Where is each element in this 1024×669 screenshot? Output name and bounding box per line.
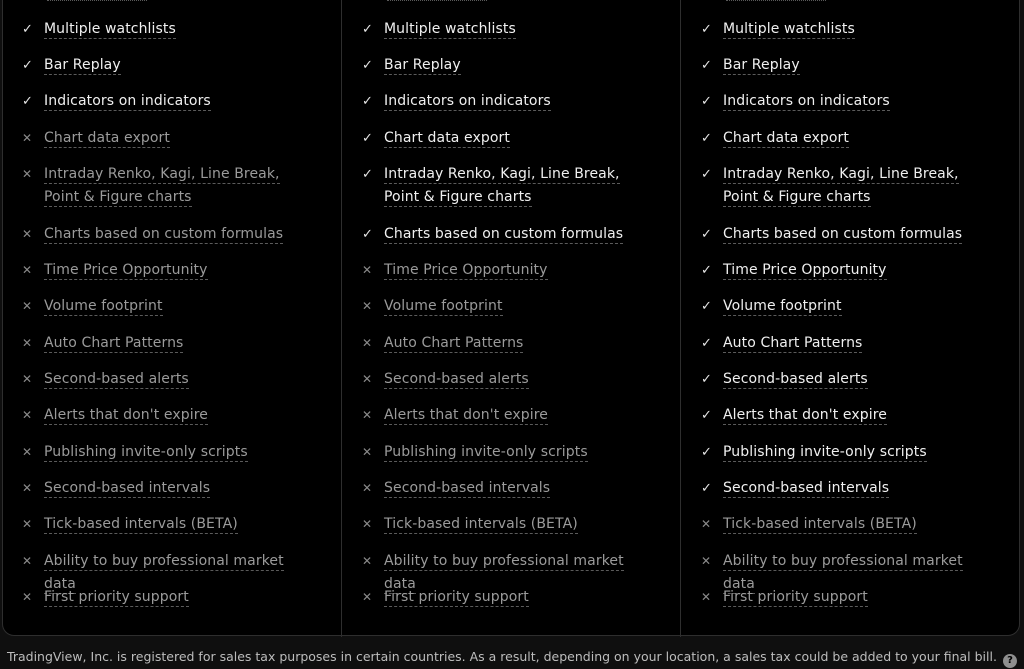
feature-label-text: First priority support	[384, 589, 529, 605]
feature-label[interactable]	[384, 259, 548, 282]
feature-label[interactable]	[384, 404, 548, 427]
feature-row	[22, 404, 208, 427]
feature-label-text: Ability to buy professional market data	[44, 553, 284, 592]
feature-label-text: Time Price Opportunity	[723, 262, 887, 278]
checkmark-icon: ✓	[701, 481, 712, 496]
feature-label[interactable]	[44, 586, 189, 609]
feature-label[interactable]	[723, 90, 890, 113]
checkmark-icon: ✓	[701, 22, 712, 37]
feature-label-text: Auto Chart Patterns	[723, 335, 863, 351]
feature-label-text: Volume footprint	[44, 298, 163, 314]
cross-icon: ✕	[362, 263, 373, 277]
cross-icon: ✕	[22, 554, 33, 568]
feature-row	[362, 586, 529, 609]
checkmark-icon: ✓	[701, 131, 712, 146]
feature-label[interactable]	[723, 477, 889, 500]
feature-label[interactable]	[723, 586, 868, 609]
feature-label-text: Intraday Renko, Kagi, Line Break, Point & Figure charts	[44, 166, 280, 205]
feature-label-text: Second-based intervals	[384, 480, 551, 496]
feature-row	[701, 223, 962, 246]
cross-icon: ✕	[362, 408, 373, 422]
checkmark-icon: ✓	[362, 131, 373, 146]
checkmark-icon: ✓	[362, 94, 373, 109]
cross-icon: ✕	[362, 517, 373, 531]
cross-icon: ✕	[22, 590, 33, 604]
feature-label-text: Auto Chart Patterns	[384, 335, 524, 351]
feature-label-text: Multiple watchlists	[723, 21, 855, 37]
feature-label-text: Ability to buy professional market data	[723, 553, 963, 592]
cross-icon: ✕	[22, 445, 33, 459]
feature-label-text: Second-based alerts	[384, 371, 529, 387]
feature-label[interactable]	[723, 404, 887, 427]
feature-row	[362, 332, 523, 355]
feature-label-text: Publishing invite-only scripts	[723, 444, 927, 460]
feature-label[interactable]	[384, 513, 578, 536]
feature-label[interactable]	[44, 163, 312, 209]
feature-row	[22, 54, 121, 77]
checkmark-icon: ✓	[701, 167, 712, 182]
feature-row	[22, 127, 170, 150]
feature-row	[22, 259, 208, 282]
feature-row	[362, 368, 529, 391]
feature-label-text: Second-based alerts	[723, 371, 868, 387]
feature-row	[22, 332, 183, 355]
feature-label[interactable]	[723, 18, 855, 41]
feature-label-text: Publishing invite-only scripts	[44, 444, 248, 460]
feature-label[interactable]	[44, 259, 208, 282]
feature-label[interactable]	[384, 223, 623, 246]
feature-row	[701, 368, 868, 391]
feature-label-text: Second-based alerts	[44, 371, 189, 387]
partial-row-underline	[387, 0, 487, 2]
cross-icon: ✕	[22, 481, 33, 495]
cross-icon: ✕	[22, 167, 33, 181]
feature-label[interactable]	[723, 163, 991, 209]
checkmark-icon: ✓	[701, 408, 712, 423]
checkmark-icon: ✓	[701, 445, 712, 460]
checkmark-icon: ✓	[701, 94, 712, 109]
feature-row	[362, 477, 550, 500]
feature-row	[22, 295, 163, 318]
checkmark-icon: ✓	[22, 94, 33, 109]
cross-icon: ✕	[22, 263, 33, 277]
feature-label-text: Charts based on custom formulas	[384, 226, 624, 242]
feature-label[interactable]	[384, 18, 516, 41]
checkmark-icon: ✓	[362, 167, 373, 182]
feature-label[interactable]	[44, 513, 238, 536]
feature-label-text: Bar Replay	[723, 57, 800, 73]
feature-label[interactable]	[384, 368, 529, 391]
cross-icon: ✕	[701, 517, 712, 531]
feature-label-text: Chart data export	[384, 130, 510, 146]
feature-row	[701, 90, 890, 113]
checkmark-icon: ✓	[362, 22, 373, 37]
feature-row	[701, 18, 855, 41]
checkmark-icon: ✓	[701, 299, 712, 314]
feature-row	[701, 404, 887, 427]
feature-label-text: Publishing invite-only scripts	[384, 444, 588, 460]
sales-tax-note	[0, 645, 1024, 669]
feature-label[interactable]	[384, 163, 652, 209]
feature-row	[701, 163, 991, 209]
feature-label-text: Second-based intervals	[44, 480, 211, 496]
feature-label[interactable]	[723, 368, 868, 391]
feature-row	[362, 513, 578, 536]
feature-label[interactable]	[384, 90, 551, 113]
feature-label-text: Indicators on indicators	[723, 93, 890, 109]
feature-label[interactable]	[723, 513, 917, 536]
feature-label-text: Second-based intervals	[723, 480, 890, 496]
feature-label-text: Auto Chart Patterns	[44, 335, 184, 351]
cross-icon: ✕	[701, 590, 712, 604]
feature-row	[362, 90, 551, 113]
feature-label-text: Alerts that don't expire	[384, 407, 548, 423]
feature-label[interactable]	[723, 223, 962, 246]
feature-label[interactable]	[44, 90, 211, 113]
cross-icon: ✕	[362, 481, 373, 495]
feature-row	[22, 90, 211, 113]
cross-icon: ✕	[362, 299, 373, 313]
feature-label[interactable]	[723, 295, 842, 318]
checkmark-icon: ✓	[701, 263, 712, 278]
checkmark-icon: ✓	[362, 58, 373, 73]
feature-label-text: Ability to buy professional market data	[384, 553, 624, 592]
feature-row	[22, 368, 189, 391]
cross-icon: ✕	[22, 372, 33, 386]
feature-label-text: Tick-based intervals (BETA)	[723, 516, 917, 532]
feature-row	[362, 54, 461, 77]
cross-icon: ✕	[22, 408, 33, 422]
feature-label[interactable]	[44, 332, 183, 355]
feature-row	[362, 441, 588, 464]
column-divider	[680, 0, 681, 637]
feature-row	[701, 441, 927, 464]
feature-label-text: Time Price Opportunity	[44, 262, 208, 278]
feature-label[interactable]	[384, 441, 588, 464]
feature-label-text: Bar Replay	[384, 57, 461, 73]
feature-label-text: Alerts that don't expire	[44, 407, 208, 423]
sales-tax-note-text: TradingView, Inc. is registered for sales tax purposes in certain countries. As a result, depending on your location, a sales tax could be added to your final bill.	[7, 649, 997, 664]
feature-row	[701, 477, 889, 500]
cross-icon: ✕	[362, 554, 373, 568]
checkmark-icon: ✓	[701, 58, 712, 73]
checkmark-icon: ✓	[362, 227, 373, 242]
feature-row	[701, 127, 849, 150]
column-divider	[341, 0, 342, 637]
cross-icon: ✕	[362, 372, 373, 386]
feature-label[interactable]	[384, 477, 550, 500]
cross-icon: ✕	[22, 131, 33, 145]
checkmark-icon: ✓	[701, 336, 712, 351]
feature-label-text: Charts based on custom formulas	[44, 226, 284, 242]
feature-row	[22, 441, 248, 464]
feature-label[interactable]	[723, 127, 849, 150]
feature-row	[701, 295, 842, 318]
feature-label-text: Intraday Renko, Kagi, Line Break, Point & Figure charts	[384, 166, 620, 205]
question-mark-icon[interactable]: ?	[1003, 654, 1017, 668]
feature-label-text: Bar Replay	[44, 57, 121, 73]
checkmark-icon: ✓	[22, 22, 33, 37]
feature-row	[362, 127, 510, 150]
feature-row	[22, 18, 176, 41]
feature-label[interactable]	[44, 368, 189, 391]
feature-label[interactable]	[723, 332, 862, 355]
feature-label[interactable]	[44, 18, 176, 41]
feature-label-text: First priority support	[723, 589, 868, 605]
cross-icon: ✕	[362, 590, 373, 604]
feature-label-text: Volume footprint	[384, 298, 503, 314]
feature-label-text: Multiple watchlists	[384, 21, 516, 37]
feature-row	[701, 513, 917, 536]
feature-row	[22, 513, 238, 536]
feature-row	[362, 163, 652, 209]
cross-icon: ✕	[362, 445, 373, 459]
feature-label[interactable]	[44, 223, 283, 246]
partial-row-underline	[726, 0, 826, 2]
feature-row	[22, 163, 312, 209]
feature-row	[701, 586, 868, 609]
feature-label-text: Indicators on indicators	[384, 93, 551, 109]
feature-row	[362, 295, 503, 318]
feature-label[interactable]	[44, 295, 163, 318]
feature-row	[362, 404, 548, 427]
checkmark-icon: ✓	[701, 227, 712, 242]
feature-label-text: Alerts that don't expire	[723, 407, 887, 423]
feature-label[interactable]	[384, 127, 510, 150]
feature-row	[701, 332, 862, 355]
feature-label[interactable]	[44, 127, 170, 150]
cross-icon: ✕	[701, 554, 712, 568]
feature-label-text: Tick-based intervals (BETA)	[44, 516, 238, 532]
feature-label-text: Time Price Opportunity	[384, 262, 548, 278]
feature-label-text: Chart data export	[44, 130, 170, 146]
feature-label[interactable]	[723, 54, 800, 77]
checkmark-icon: ✓	[22, 58, 33, 73]
feature-label-text: Indicators on indicators	[44, 93, 211, 109]
feature-label-text: First priority support	[44, 589, 189, 605]
feature-label-text: Chart data export	[723, 130, 849, 146]
feature-label[interactable]	[384, 54, 461, 77]
cross-icon: ✕	[362, 336, 373, 350]
cross-icon: ✕	[22, 227, 33, 241]
feature-row	[22, 477, 210, 500]
feature-label[interactable]	[384, 332, 523, 355]
cross-icon: ✕	[22, 299, 33, 313]
feature-label[interactable]	[384, 586, 529, 609]
feature-row	[22, 586, 189, 609]
cross-icon: ✕	[22, 517, 33, 531]
partial-row-underline	[47, 0, 147, 2]
feature-row	[362, 18, 516, 41]
feature-label[interactable]	[384, 295, 503, 318]
feature-label[interactable]	[44, 404, 208, 427]
checkmark-icon: ✓	[701, 372, 712, 387]
feature-row	[362, 223, 623, 246]
feature-label[interactable]	[44, 54, 121, 77]
feature-label-text: Tick-based intervals (BETA)	[384, 516, 578, 532]
feature-label[interactable]	[723, 441, 927, 464]
feature-row	[362, 259, 548, 282]
feature-row	[701, 259, 887, 282]
feature-row	[701, 54, 800, 77]
feature-label-text: Multiple watchlists	[44, 21, 176, 37]
feature-label[interactable]	[723, 259, 887, 282]
feature-label-text: Intraday Renko, Kagi, Line Break, Point & Figure charts	[723, 166, 959, 205]
feature-label[interactable]	[44, 477, 210, 500]
feature-label-text: Charts based on custom formulas	[723, 226, 963, 242]
cross-icon: ✕	[22, 336, 33, 350]
feature-label-text: Volume footprint	[723, 298, 842, 314]
feature-label[interactable]	[44, 441, 248, 464]
feature-row	[22, 223, 283, 246]
